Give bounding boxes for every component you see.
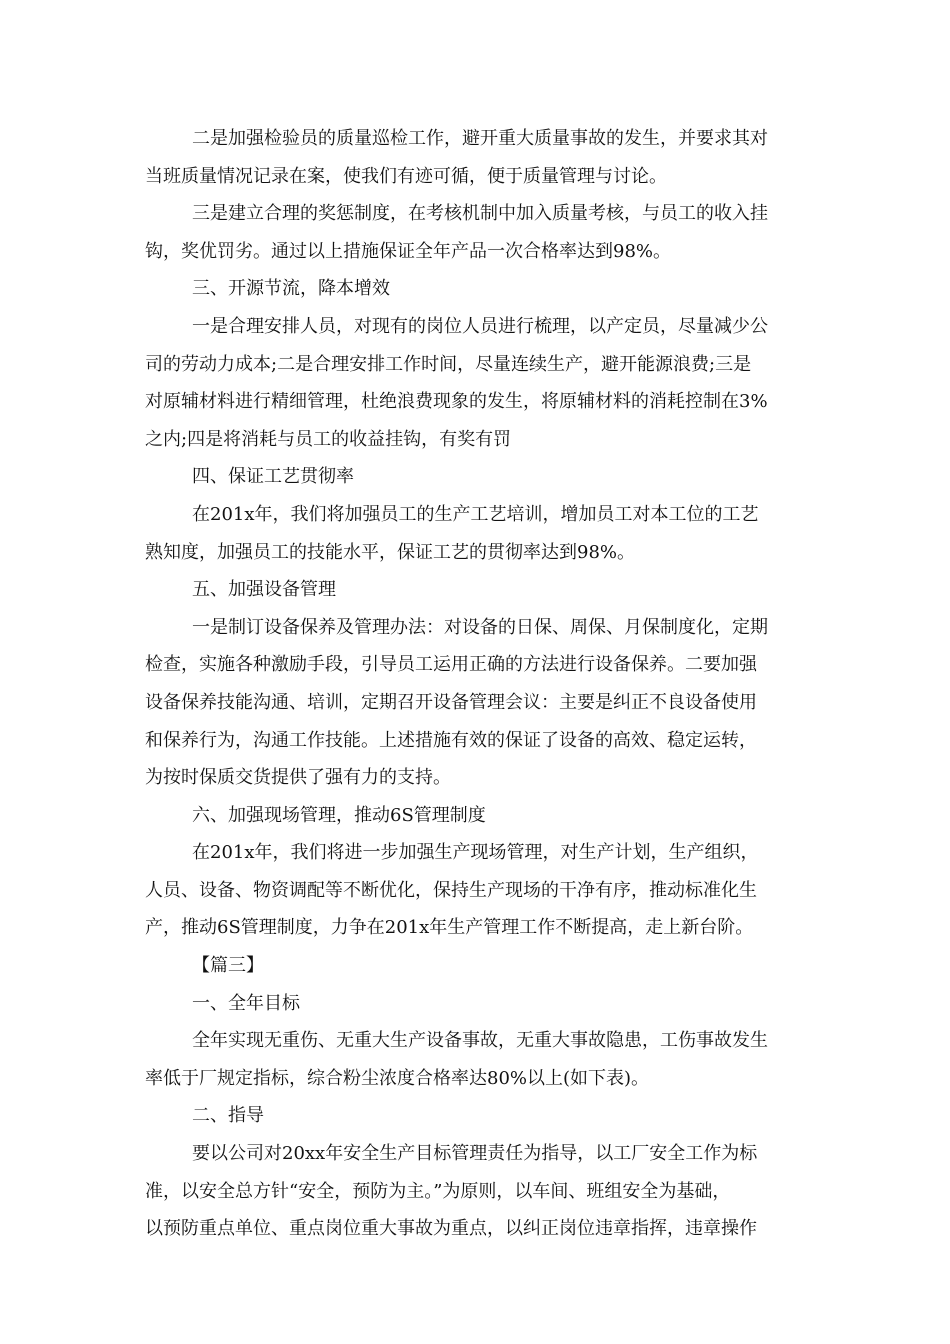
- paragraph-line: 和保养行为，沟通工作技能。上述措施有效的保证了设备的高效、稳定运转，: [145, 729, 757, 751]
- paragraph-line: 准，以安全总方针“安全，预防为主。”为原则，以车间、班组安全为基础，: [145, 1180, 731, 1202]
- paragraph-line: 为按时保质交货提供了强有力的支持。: [145, 767, 451, 789]
- paragraph-line: 二是加强检验员的质量巡检工作，避开重大质量事故的发生，并要求其对: [192, 128, 768, 149]
- section-heading: 五、加强设备管理: [192, 579, 336, 601]
- document-body: [145, 120, 805, 1248]
- paragraph-line: 全年实现无重伤、无重大生产设备事故，无重大事故隐患，工伤事故发生: [192, 1030, 768, 1052]
- section-heading: 三、开源节流，降本增效: [192, 278, 390, 300]
- paragraph-line: 之内;四是将消耗与员工的收益挂钩，有奖有罚: [145, 428, 512, 450]
- paragraph-line: 在201x年，我们将进一步加强生产现场管理，对生产计划，生产组织，: [192, 842, 759, 864]
- paragraph-line: 熟知度，加强员工的技能水平，保证工艺的贯彻率达到98%。: [145, 541, 636, 563]
- section-heading: 六、加强现场管理，推动6S管理制度: [192, 804, 486, 826]
- paragraph-line: 人员、设备、物资调配等不断优化，保持生产现场的干净有序，推动标准化生: [145, 879, 757, 901]
- paragraph-line: 司的劳动力成本;二是合理安排工作时间，尽量连续生产，避开能源浪费;三是: [145, 353, 752, 375]
- paragraph-line: 对原辅材料进行精细管理，杜绝浪费现象的发生，将原辅材料的消耗控制在3%: [145, 391, 768, 413]
- paragraph-line: 三是建立合理的奖惩制度，在考核机制中加入质量考核，与员工的收入挂: [192, 203, 768, 225]
- paragraph-line: 要以公司对20xx年安全生产目标管理责任为指导，以工厂安全工作为标: [192, 1143, 758, 1165]
- section-heading: 四、保证工艺贯彻率: [192, 466, 354, 488]
- paragraph-line: 以预防重点单位、重点岗位重大事故为重点，以纠正岗位违章指挥，违章操作: [145, 1218, 757, 1240]
- section-heading: 二、指导: [192, 1105, 264, 1127]
- section-heading: 【篇三】: [192, 955, 264, 977]
- section-heading: 一、全年目标: [192, 992, 300, 1014]
- paragraph-line: 当班质量情况记录在案，使我们有迹可循，便于质量管理与讨论。: [145, 165, 667, 187]
- paragraph-line: 产，推动6S管理制度，力争在201x年生产管理工作不断提高，走上新台阶。: [145, 917, 754, 939]
- paragraph-line: 率低于厂规定指标，综合粉尘浓度合格率达80%以上(如下表)。: [145, 1067, 650, 1089]
- paragraph-line: 一是合理安排人员，对现有的岗位人员进行梳理，以产定员，尽量减少公: [192, 315, 768, 337]
- paragraph-line: 一是制订设备保养及管理办法：对设备的日保、周保、月保制度化，定期: [192, 616, 768, 638]
- paragraph-line: 设备保养技能沟通、培训，定期召开设备管理会议：主要是纠正不良设备使用: [145, 691, 757, 713]
- paragraph-line: 检查，实施各种激励手段，引导员工运用正确的方法进行设备保养。二要加强: [145, 654, 757, 676]
- paragraph-line: 在201x年，我们将加强员工的生产工艺培训，增加员工对本工位的工艺: [192, 503, 759, 525]
- paragraph-line: 钩，奖优罚劣。通过以上措施保证全年产品一次合格率达到98%。: [145, 240, 672, 262]
